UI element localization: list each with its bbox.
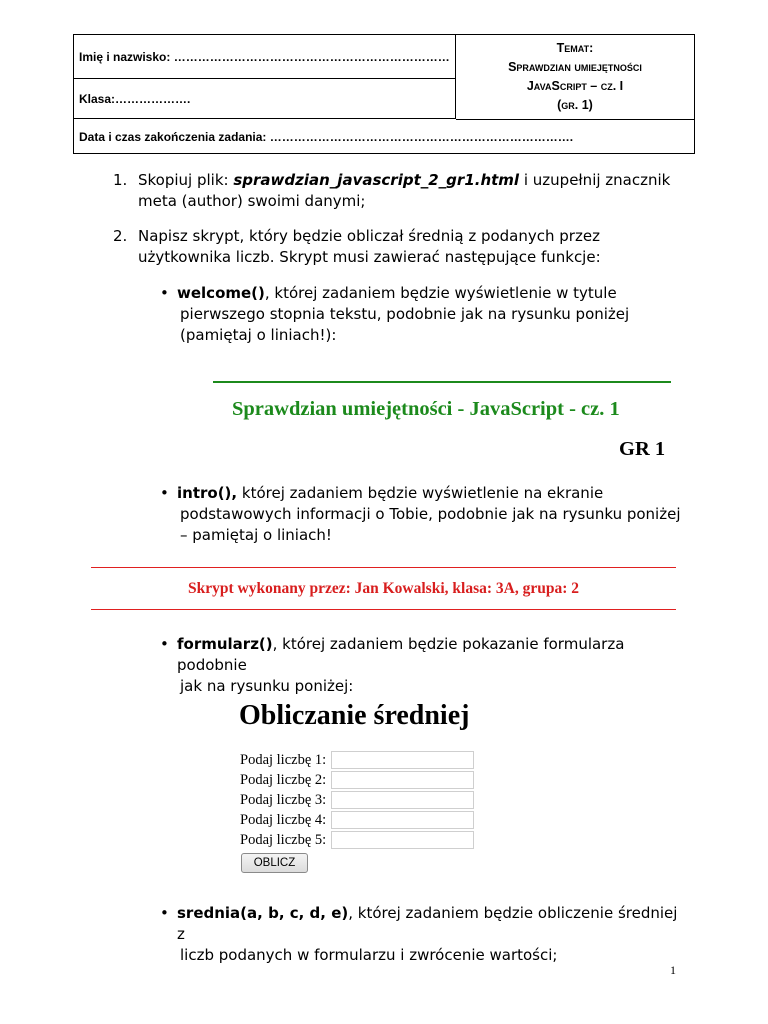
file-name: sprawdzian_javascript_2_gr1.html xyxy=(233,171,520,189)
green-divider xyxy=(213,381,671,383)
bullet-mark: • xyxy=(160,904,169,922)
header-table xyxy=(73,34,695,154)
form-label: Podaj liczbę 3: xyxy=(240,791,327,808)
form-row-5 xyxy=(240,830,474,850)
form-label: Podaj liczbę 4: xyxy=(240,811,327,828)
example-welcome-title: Sprawdzian umiejętności - JavaScript - cz. 1 xyxy=(232,398,620,420)
bullet-srednia: • srednia(a, b, c, d, e), której zadaniem będzie obliczenie średniej z liczb podanych w formularzu i zwrócenie wartości; xyxy=(160,904,678,964)
red-divider-top xyxy=(91,567,676,568)
oblicz-button[interactable]: OBLICZ xyxy=(241,853,308,873)
form-row-3 xyxy=(240,790,474,810)
function-name: intro(), xyxy=(177,484,238,502)
topic-title: Sprawdzian umiejętności xyxy=(508,60,642,74)
task-2-line-1: Napisz skrypt, który będzie obliczał średnią z podanych przez xyxy=(138,227,600,245)
bullet-welcome: • welcome(), której zadaniem będzie wyświetlenie w tytule pierwszego stopnia tekstu, podobnie jak na rysunku poniżej (pamiętaj o liniach!): xyxy=(160,284,630,344)
function-name: srednia(a, b, c, d, e) xyxy=(177,904,349,922)
task-1-line-1: Skopiuj plik: sprawdzian_javascript_2_gr1.html i uzupełnij znacznik xyxy=(138,171,671,189)
example-group-heading: GR 1 xyxy=(619,438,666,460)
form-label: Podaj liczbę 1: xyxy=(240,751,327,768)
function-name: welcome() xyxy=(177,284,265,302)
task-2 xyxy=(113,226,683,270)
task-number: 1. xyxy=(113,171,128,189)
task-number: 2. xyxy=(113,227,128,245)
topic-subtitle: JavaScript – cz. I xyxy=(526,79,624,93)
form-row-2 xyxy=(240,770,474,790)
task-1-line-2: meta (author) swoimi danymi; xyxy=(138,192,366,210)
task-1 xyxy=(113,170,683,214)
page-number: 1 xyxy=(670,963,676,977)
bullet-mark: • xyxy=(160,484,169,502)
number-input-5[interactable] xyxy=(331,831,474,849)
example-intro-text: Skrypt wykonany przez: Jan Kowalski, klasa: 3A, grupa: 2 xyxy=(188,580,579,597)
red-divider-bottom xyxy=(91,609,676,610)
class-field: Klasa:………………. xyxy=(74,79,456,119)
number-input-4[interactable] xyxy=(331,811,474,829)
task-2-line-2: użytkownika liczb. Skrypt musi zawierać następujące funkcje: xyxy=(138,248,601,266)
name-field: Imię i nazwisko: …………………………………………………………… xyxy=(74,35,456,79)
example-form-title: Obliczanie średniej xyxy=(239,700,470,731)
bullet-mark: • xyxy=(160,635,169,653)
form-label: Podaj liczbę 2: xyxy=(240,771,327,788)
topic-cell xyxy=(456,35,694,120)
bullet-mark: • xyxy=(160,284,169,302)
bullet-formularz: • formularz(), której zadaniem będzie pokazanie formularza podobnie jak na rysunku poniżej: xyxy=(160,635,625,695)
form-label: Podaj liczbę 5: xyxy=(240,831,327,848)
topic-label: Temat: xyxy=(556,41,594,55)
function-name: formularz() xyxy=(177,635,273,653)
number-input-3[interactable] xyxy=(331,791,474,809)
number-input-1[interactable] xyxy=(331,751,474,769)
date-field: Data i czas zakończenia zadania: …………………………………………………………………. xyxy=(79,129,574,144)
form-row-1 xyxy=(240,750,474,770)
topic-group: (gr. 1) xyxy=(557,98,593,112)
bullet-intro: • intro(), której zadaniem będzie wyświetlenie na ekranie podstawowych informacji o Tobie, podobnie jak na rysunku poniżej – pamiętaj o liniach! xyxy=(160,484,681,544)
number-input-2[interactable] xyxy=(331,771,474,789)
form-row-4 xyxy=(240,810,474,830)
